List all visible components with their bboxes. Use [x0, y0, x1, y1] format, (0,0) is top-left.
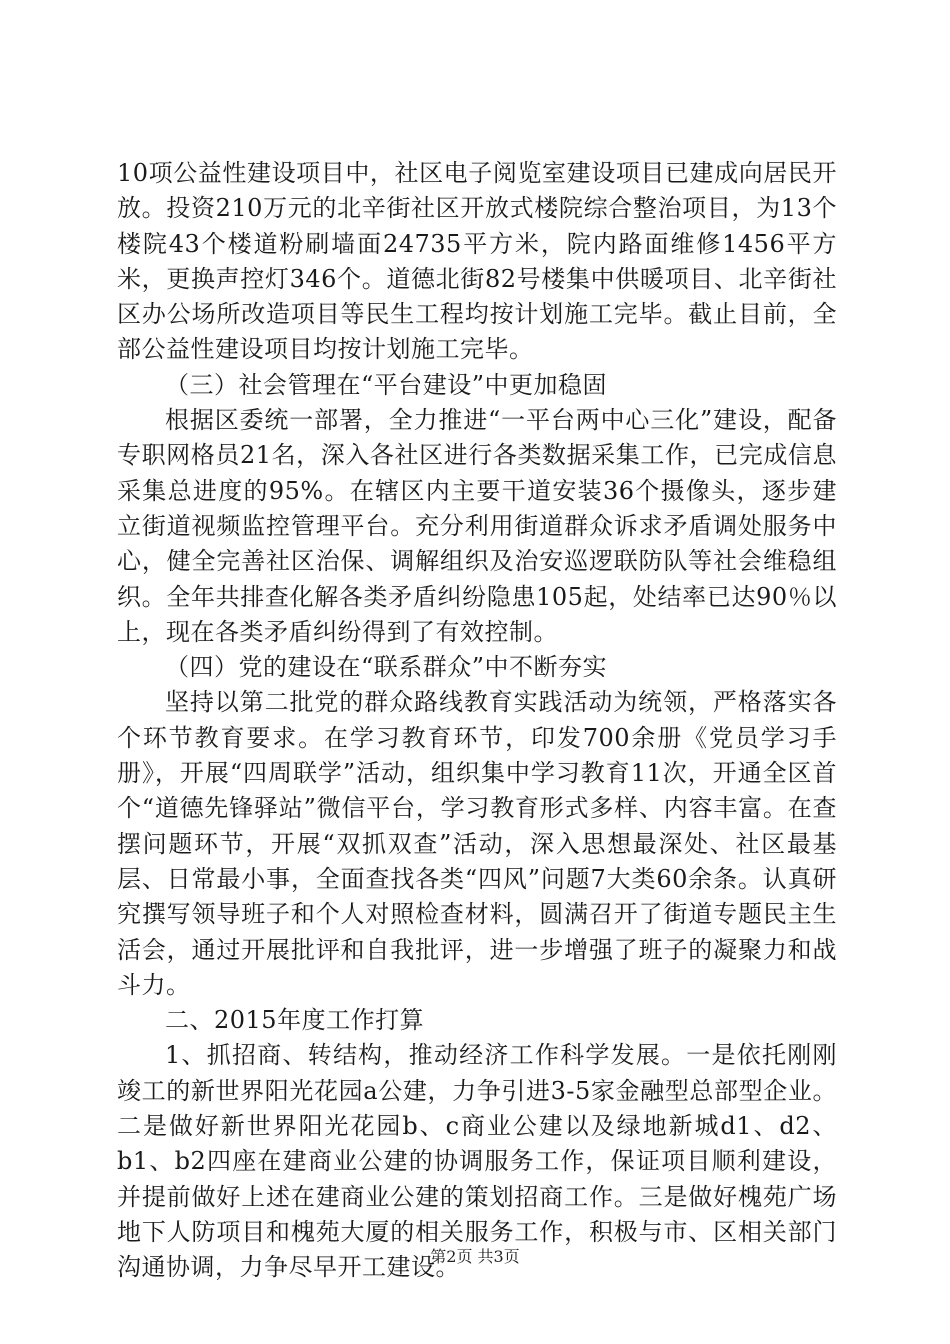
heading-party-building: （四）党的建设在“联系群众”中不断夯实 — [165, 653, 608, 682]
paragraph-party-building: 坚持以第二批党的群众路线教育实践活动为统领，严格落实各个环节教育要求。在学习教育环节，印发700余册《党员学习手册》，开展“四周联学”活动，组织集中学习教育11次，开通全区首个“道德先锋驿站”微信平台，学习教育形式多样、内容丰富。在查摆问题环节，开展“双抓双查”活动，深入思想最深处、社区最基层、日常最小事，全面查找各类“四风”问题7大类60余条。认真研究撰写领导班子和个人对照检查材料，圆满召开了街道专题民主生活会，通过开展批评和自我批评，进一步增强了班子的凝聚力和战斗力。 — [117, 688, 837, 999]
paragraph-social-management: 根据区委统一部署，全力推进“一平台两中心三化”建设，配备专职网格员21名，深入各社区进行各类数据采集工作，已完成信息采集总进度的95%。在辖区内主要干道安装36个摄像头，逐步建立街道视频监控管理平台。充分利用街道群众诉求矛盾调处服务中心，健全完善社区治保、调解组织及治安巡逻联防队等社会维稳组织。全年共排查化解各类矛盾纠纷隐患105起，处结率已达90％以上，现在各类矛盾纠纷得到了有效控制。 — [117, 406, 837, 646]
paragraph-investment-plan: 1、抓招商、转结构，推动经济工作科学发展。一是依托刚刚竣工的新世界阳光花园a公建，力争引进3-5家金融型总部型企业。二是做好新世界阳光花园b、c商业公建以及绿地新城d1、d2、b1、b2四座在建商业公建的协调服务工作，保证项目顺利建设，并提前做好上述在建商业公建的策划招商工作。三是做好槐苑广场地下人防项目和槐苑大厦的相关服务工作，积极与市、区相关部门沟通协调，力争尽早开工建设。 — [117, 1041, 837, 1282]
heading-2015-plan: 二、2015年度工作打算 — [165, 1006, 425, 1035]
paragraph-projects: 10项公益性建设项目中，社区电子阅览室建设项目已建成向居民开放。投资210万元的北辛街社区开放式楼院综合整治项目，为13个楼院43个楼道粉刷墙面24735平方米，院内路面维修1456平方米，更换声控灯346个。道德北街82号楼集中供暖项目、北辛街社区办公场所改造项目等民生工程均按计划施工完毕。截止目前，全部公益性建设项目均按计划施工完毕。 — [117, 159, 837, 364]
heading-social-management: （三）社会管理在“平台建设”中更加稳固 — [165, 370, 608, 399]
document-body — [117, 156, 837, 1286]
page-number: 第2页 共3页 — [430, 1247, 520, 1266]
